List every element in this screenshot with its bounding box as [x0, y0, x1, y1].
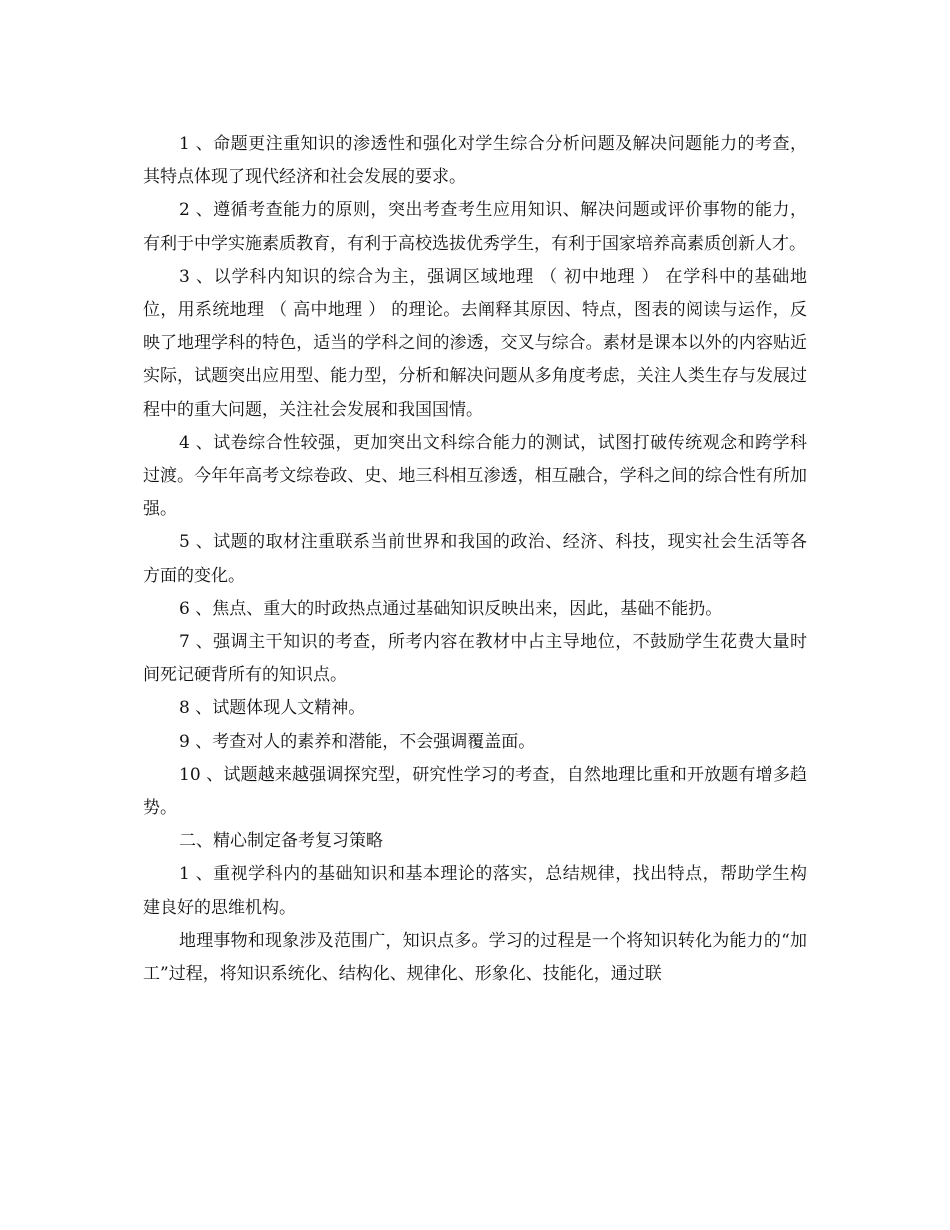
paragraph-strategy-body: 地理事物和现象涉及范围广，知识点多。学习的过程是一个将知识转化为能力的“加工”过程，将知识系统化、结构化、规律化、形象化、技能化，通过联 [143, 930, 807, 985]
document-body [143, 128, 807, 991]
paragraph-2: 2 、遵循考查能力的原则，突出考查考生应用知识、解决问题或评价事物的能力，有利于中学实施素质教育，有利于高校选拔优秀学生，有利于国家培养高素质创新人才。 [143, 200, 807, 254]
section-heading: 二、精心制定备考复习策略 [179, 831, 383, 852]
paragraph-9: 9 、考查对人的素养和潜能，不会强调覆盖面。 [179, 731, 536, 752]
paragraph-6: 6 、焦点、重大的时政热点通过基础知识反映出来，因此，基础不能扔。 [179, 598, 723, 619]
paragraph-4: 4 、试卷综合性较强，更加突出文科综合能力的测试，试图打破传统观念和跨学科过渡。今年年高考文综卷政、史、地三科相互渗透，相互融合，学科之间的综合性有所加强。 [143, 432, 807, 520]
paragraph-10: 10 、试题越来越强调探究型，研究性学习的考查，自然地理比重和开放题有增多趋势。 [143, 764, 807, 819]
paragraph-7: 7 、强调主干知识的考查，所考内容在教材中占主导地位，不鼓励学生花费大量时间死记硬背所有的知识点。 [143, 632, 807, 686]
paragraph-1: 1 、命题更注重知识的渗透性和强化对学生综合分析问题及解决问题能力的考查，其特点体现了现代经济和社会发展的要求。 [143, 134, 807, 188]
paragraph-5: 5 、试题的取材注重联系当前世界和我国的政治、经济、科技，现实社会生活等各方面的变化。 [143, 532, 807, 586]
paragraph-8: 8 、试题体现人文精神。 [179, 698, 366, 719]
paragraph-3: 3 、以学科内知识的综合为主，强调区域地理 （ 初中地理 ） 在学科中的基础地位，用系统地理 （ 高中地理 ） 的理论。去阐释其原因、特点，图表的阅读与运作，反映了地理学科的特色，适当的学科之间的渗透，交叉与综合。素材是课本以外的内容贴近实际，试题突出应用型、能力型，分析和解决问题从多角度考虑，关注人类生存与发展过程中的重大问题，关注社会发展和我国国情。 [143, 266, 807, 420]
paragraph-strategy-1: 1 、重视学科内的基础知识和基本理论的落实，总结规律，找出特点，帮助学生构建良好的思维机构。 [143, 864, 807, 918]
